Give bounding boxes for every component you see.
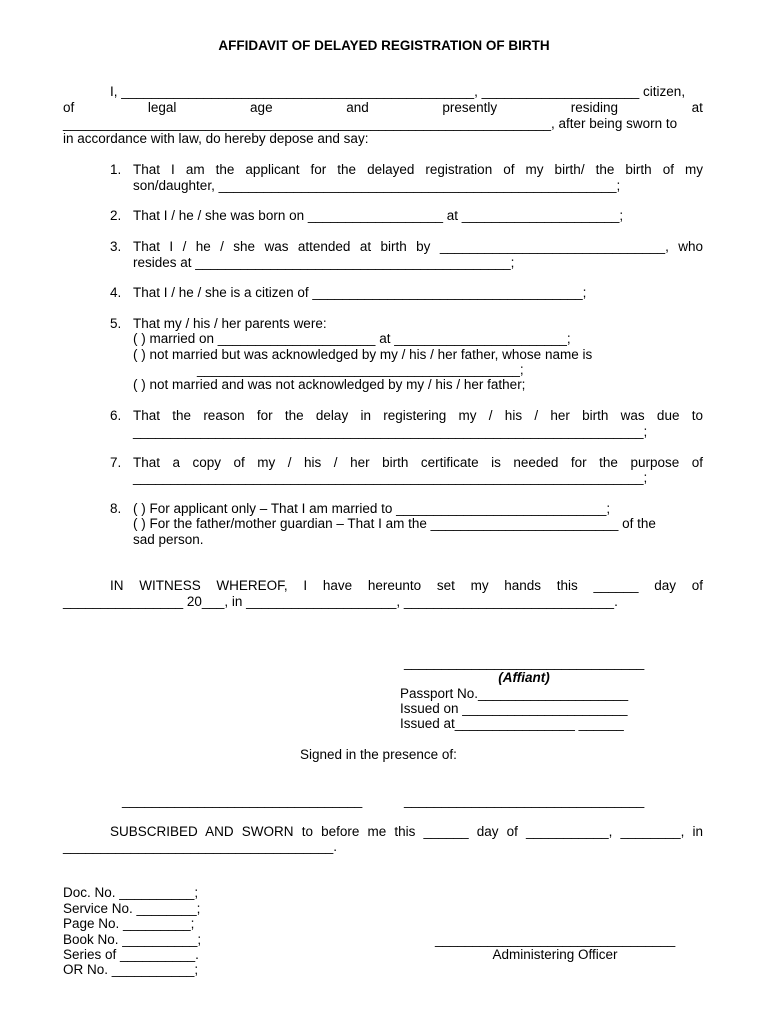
witness-line-1: IN WITNESS WHEREOF, I have hereunto set my hands this ______ day of: [110, 578, 703, 593]
item-4-number: 4.: [110, 285, 122, 300]
issued-on-field: Issued on ______________________: [400, 701, 628, 716]
intro-word: at: [691, 100, 703, 115]
witness-signature-line-2: ________________________________: [404, 793, 645, 808]
administering-officer-label: Administering Officer: [492, 947, 618, 962]
witness-line-2: ________________ 20___, in ____________________, ____________________________.: [63, 594, 618, 609]
item-3-number: 3.: [110, 239, 122, 254]
intro-word: residing: [570, 100, 619, 115]
item-5-option-not-acknowledged: ( ) not married and was not acknowledged by my / his / her father;: [133, 377, 526, 392]
issued-at-field: Issued at________________ ______: [400, 716, 624, 731]
intro-line-1: I, _______________________________________________, _____________________ citizen,: [110, 84, 686, 99]
subscribed-line-1: SUBSCRIBED AND SWORN to before me this ______ day of ___________, ________, in: [110, 824, 703, 839]
or-no-field: OR No. ___________;: [63, 962, 199, 977]
item-3-line-2: resides at __________________________________________;: [133, 255, 515, 270]
affiant-label: (Affiant): [498, 670, 550, 685]
item-7-number: 7.: [110, 455, 122, 470]
intro-word: and: [346, 100, 369, 115]
doc-no-field: Doc. No. __________;: [63, 885, 199, 900]
intro-word: of: [63, 100, 75, 115]
item-6-line-1: That the reason for the delay in registering my / his / her birth was due to: [133, 408, 703, 423]
item-7-line-2: ____________________________________________________________________;: [133, 470, 648, 485]
service-no-field: Service No. ________;: [63, 901, 201, 916]
item-8-option-applicant: ( ) For applicant only – That I am married to ____________________________;: [133, 501, 611, 516]
intro-word: legal: [147, 100, 177, 115]
item-5-option-acknowledged: ( ) not married but was acknowledged by my / his / her father, whose name is: [133, 347, 593, 362]
item-1-line-1: That I am the applicant for the delayed registration of my birth/ the birth of my: [133, 162, 703, 177]
item-6-line-2: ____________________________________________________________________;: [133, 424, 648, 439]
item-3-line-1: That I / he / she was attended at birth by ______________________________, who: [133, 239, 703, 254]
item-8-number: 8.: [110, 501, 122, 516]
item-4-line-1: That I / he / she is a citizen of ____________________________________;: [133, 285, 587, 300]
item-1-line-2: son/daughter, _____________________________________________________;: [133, 178, 621, 193]
document-title: AFFIDAVIT OF DELAYED REGISTRATION OF BIRTH: [218, 38, 550, 53]
item-5-number: 5.: [110, 316, 122, 331]
intro-word: presently: [442, 100, 498, 115]
item-2-number: 2.: [110, 208, 122, 223]
item-5-line-1: That my / his / her parents were:: [133, 316, 327, 331]
item-8-option-guardian: ( ) For the father/mother guardian – That I am the _________________________ of the: [133, 516, 656, 531]
intro-line-4: in accordance with law, do hereby depose and say:: [63, 131, 369, 146]
item-8-line-3: sad person.: [133, 532, 204, 547]
item-5-father-name-line: ___________________________________________;: [197, 362, 524, 377]
intro-line-3: _________________________________________________________________, after being sworn to: [63, 116, 678, 131]
book-no-field: Book No. __________;: [63, 932, 202, 947]
signed-in-presence-label: Signed in the presence of:: [300, 747, 457, 762]
witness-signature-line-1: ________________________________: [122, 793, 363, 808]
item-1-number: 1.: [110, 162, 122, 177]
page-no-field: Page No. _________;: [63, 916, 195, 931]
item-6-number: 6.: [110, 408, 122, 423]
item-7-line-1: That a copy of my / his / her birth certificate is needed for the purpose of: [133, 455, 703, 470]
item-2-line-1: That I / he / she was born on __________________ at _____________________;: [133, 208, 624, 223]
intro-line-2: [63, 100, 703, 116]
series-of-field: Series of __________.: [63, 947, 199, 962]
intro-word: age: [250, 100, 273, 115]
affiant-signature-line: ________________________________: [404, 655, 645, 670]
passport-no-field: Passport No.____________________: [400, 686, 629, 701]
subscribed-line-2: ____________________________________.: [63, 839, 338, 854]
officer-signature-line: ________________________________: [435, 932, 676, 947]
item-5-option-married: ( ) married on _____________________ at _______________________;: [133, 331, 571, 346]
